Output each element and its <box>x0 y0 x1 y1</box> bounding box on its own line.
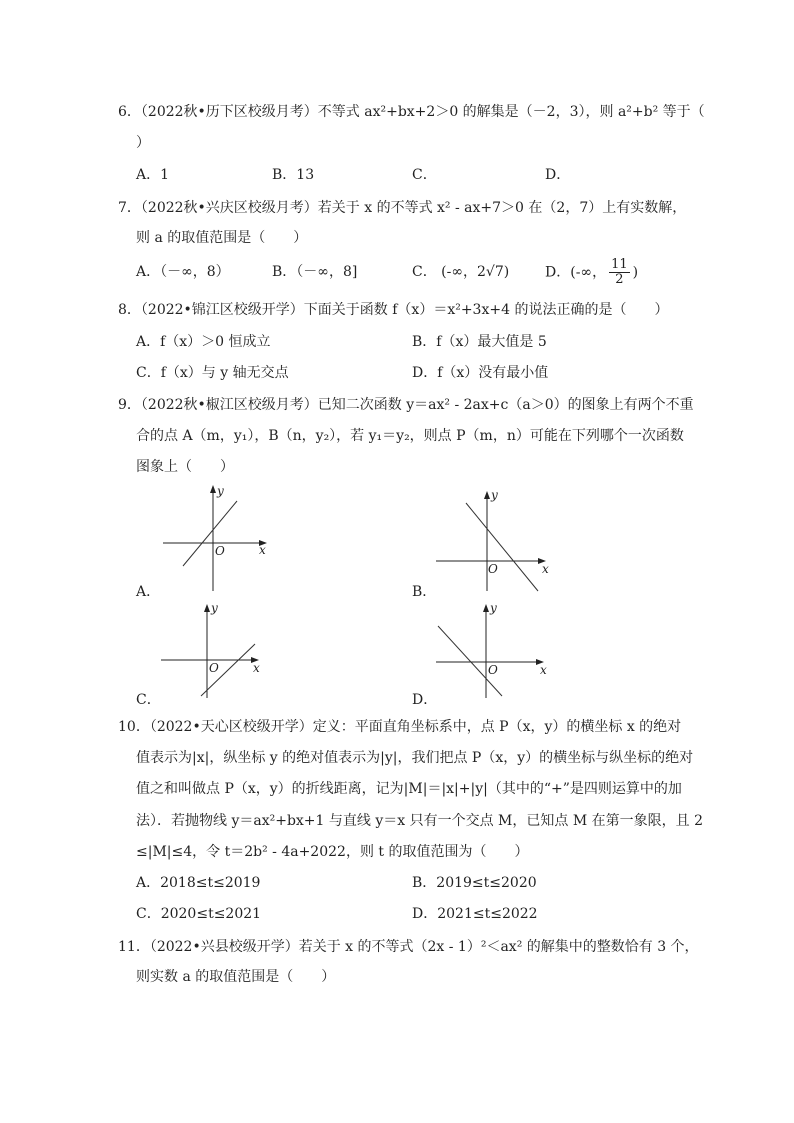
question-9-option-d: D． <box>412 692 438 708</box>
question-9-stem: 9．（2022秋•椒江区校级月考）已知二次函数 y＝ax² - 2ax+c（a＞0）的图象上有两个不重 <box>118 397 694 413</box>
origin-label: O <box>488 663 498 677</box>
question-9-option-a: A． <box>136 584 161 600</box>
y-axis-arrow-icon <box>483 604 489 612</box>
question-9-stem-cont-1: 合的点 A（m，y₁），B（n，y₂），若 y₁＝y₂，则点 P（m，n）可能在下列哪个一次函数 <box>136 428 684 444</box>
question-9-stem-cont-2: 图象上（ ） <box>136 459 234 475</box>
question-8-option-d: D．f（x）没有最小值 <box>412 365 549 381</box>
origin-label: O <box>215 544 225 558</box>
question-6-option-b: B．13 <box>272 167 315 183</box>
question-7-stem: 7．（2022秋•兴庆区校级月考）若关于 x 的不等式 x² - ax+7＞0 在（2，7）上有实数解， <box>118 200 687 216</box>
question-6-stem-cont: ） <box>136 135 150 151</box>
question-6-option-c: C． <box>412 167 437 183</box>
y-axis-label: y <box>490 601 497 615</box>
question-8-option-a: A．f（x）＞0 恒成立 <box>136 334 271 350</box>
question-10-option-c: C．2020≤t≤2021 <box>136 906 262 922</box>
question-9-graph-c <box>155 600 275 700</box>
y-axis-arrow-icon <box>204 604 210 612</box>
x-axis-label: x <box>542 562 549 576</box>
question-7-option-b: B．（－∞，8] <box>272 264 358 280</box>
question-8-option-c: C．f（x）与 y 轴无交点 <box>136 365 289 381</box>
question-6-option-a: A．1 <box>136 167 170 183</box>
y-axis-label: y <box>491 488 498 502</box>
y-axis-label: y <box>211 601 218 615</box>
question-11-stem-cont: 则实数 a 的取值范围是（ ） <box>136 969 336 985</box>
question-9-graph-b <box>430 483 560 593</box>
question-8-stem: 8．（2022•锦江区校级开学）下面关于函数 f（x）＝x²+3x+4 的说法正确的是（ ） <box>118 302 669 318</box>
question-7-option-d <box>545 258 638 287</box>
question-7-option-c <box>412 263 509 281</box>
question-10-option-d: D．2021≤t≤2022 <box>412 906 538 922</box>
origin-label: O <box>488 562 498 576</box>
question-10-stem-cont-3: 法）．若抛物线 y＝ax²+bx+1 与直线 y＝x 只有一个交点 M，已知点 M 在第一象限，且 2 <box>136 813 703 829</box>
origin-label: O <box>209 661 219 675</box>
question-9-graph-a <box>155 483 275 593</box>
question-7-option-d-label: D． <box>545 264 571 281</box>
question-7-option-c-math: (-∞，2√7) <box>441 264 510 280</box>
question-10-option-b: B．2019≤t≤2020 <box>412 875 537 891</box>
question-7-option-a: A．（－∞，8） <box>136 264 230 280</box>
x-axis-label: x <box>540 663 547 677</box>
linear-function-line <box>466 503 538 591</box>
question-9-graph-d <box>430 600 555 700</box>
question-9-option-b: B． <box>412 584 437 600</box>
question-11-stem: 11．（2022•兴县校级开学）若关于 x 的不等式（2x - 1）²＜ax² 的解集中的整数恰有 3 个， <box>118 939 699 955</box>
question-7-option-d-prefix: (-∞， <box>570 264 607 281</box>
question-8-option-b: B．f（x）最大值是 5 <box>412 334 547 350</box>
question-10-stem: 10．（2022•天心区校级开学）定义：平面直角坐标系中，点 P（x，y）的横坐标 x 的绝对 <box>118 719 682 735</box>
fraction-numerator: 11 <box>611 257 628 272</box>
linear-function-line <box>438 626 502 696</box>
question-7-option-c-label: C． <box>412 264 437 280</box>
x-axis-label: x <box>253 661 260 675</box>
question-6-stem: 6．（2022秋•历下区校级月考）不等式 ax²+bx+2＞0 的解集是（－2，3），则 a²+b² 等于（ <box>118 104 705 120</box>
question-7-stem-cont: 则 a 的取值范围是（ ） <box>136 230 308 246</box>
x-axis-label: x <box>259 543 266 557</box>
question-9-option-c: C． <box>136 692 161 708</box>
question-7-option-d-fraction <box>609 258 630 287</box>
question-10-stem-cont-4: ≤|M|≤4，令 t＝2b² - 4a+2022，则 t 的取值范围为（ ） <box>136 844 529 860</box>
question-10-option-a: A．2018≤t≤2019 <box>136 875 261 891</box>
y-axis-label: y <box>217 484 224 498</box>
question-10-stem-cont-2: 值之和叫做点 P（x，y）的折线距离，记为|M|＝|x|+|y|（其中的“+”是四则运算中的加 <box>136 781 682 797</box>
question-10-stem-cont-1: 值表示为|x|，纵坐标 y 的绝对值表示为|y|，我们把点 P（x，y）的横坐标与纵坐标的绝对 <box>136 750 694 766</box>
linear-function-line <box>183 501 237 566</box>
fraction-denominator: 2 <box>615 272 624 287</box>
y-axis-arrow-icon <box>484 491 490 499</box>
question-6-option-d: D． <box>545 167 571 183</box>
question-7-option-d-suffix: ) <box>632 264 639 281</box>
y-axis-arrow-icon <box>210 485 216 493</box>
